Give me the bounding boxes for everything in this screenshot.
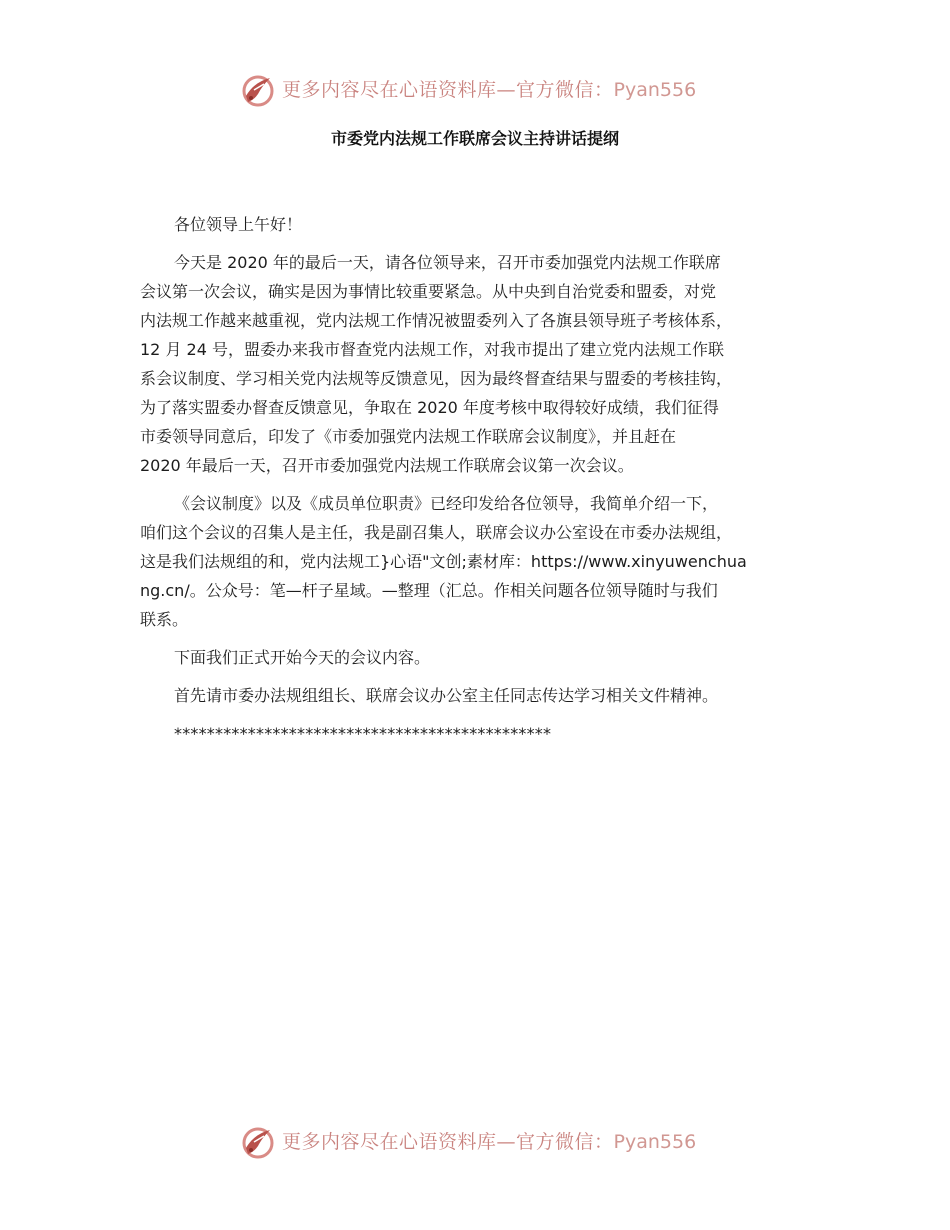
text-line: 咱们这个会议的召集人是主任，我是副召集人，联席会议办公室设在市委办法规组，	[140, 523, 733, 542]
header-banner	[0, 70, 950, 110]
wechat-id: Pyan556	[613, 1131, 697, 1153]
wechat-id: Pyan556	[613, 79, 697, 101]
text-line: 下面我们正式开始今天的会议内容。	[174, 648, 431, 667]
text-line: 12 月 24 号，盟委办来我市督查党内法规工作，对我市提出了建立党内法规工作联	[140, 340, 724, 359]
text-line: 各位领导上午好！	[174, 215, 303, 234]
pen-logo-icon	[240, 72, 276, 108]
banner-text	[282, 77, 696, 103]
banner-label: 更多内容尽在心语资料库—官方微信：	[282, 79, 614, 101]
text-line: 2020 年最后一天，召开市委加强党内法规工作联席会议第一次会议。	[140, 456, 634, 475]
separator-line: **********************************************	[174, 724, 552, 743]
footer-banner	[0, 1122, 950, 1162]
banner-label: 更多内容尽在心语资料库—官方微信：	[282, 1131, 614, 1153]
intro-paragraph	[140, 248, 830, 480]
text-line: 会议第一次会议，确实是因为事情比较重要紧急。从中央到自治党委和盟委，对党	[140, 282, 717, 301]
document-body	[140, 210, 830, 757]
text-line: 内法规工作越来越重视，党内法规工作情况被盟委列入了各旗县领导班子考核体系，	[140, 311, 733, 330]
text-line: 市委领导同意后，印发了《市委加强党内法规工作联席会议制度》，并且赶在	[140, 427, 677, 446]
agenda-paragraph	[140, 643, 830, 672]
pen-logo-icon	[240, 1124, 276, 1160]
text-line: 这是我们法规组的和，党内法规工}心语"文创;素材库：https://www.xinyuwenchua	[140, 552, 747, 571]
text-line: 今天是 2020 年的最后一天，请各位领导来，召开市委加强党内法规工作联席	[174, 253, 721, 272]
text-line: 《会议制度》以及《成员单位职责》已经印发给各位领导，我简单介绍一下，	[174, 494, 719, 513]
text-line: 联系。	[140, 610, 189, 629]
text-line: 首先请市委办法规组组长、联席会议办公室主任同志传达学习相关文件精神。	[174, 686, 719, 705]
system-paragraph	[140, 489, 830, 634]
first-item-paragraph	[140, 681, 830, 710]
text-line: 为了落实盟委办督查反馈意见，争取在 2020 年度考核中取得较好成绩，我们征得	[140, 398, 719, 417]
greeting-paragraph	[140, 210, 830, 239]
text-line: ng.cn/。公众号：笔—杆子星域。—整理（汇总。作相关问题各位领导随时与我们	[140, 581, 718, 600]
text-line: 系会议制度、学习相关党内法规等反馈意见，因为最终督查结果与盟委的考核挂钩，	[140, 369, 733, 388]
document-title: 市委党内法规工作联席会议主持讲话提纲	[330, 129, 619, 148]
banner-text	[282, 1129, 696, 1155]
